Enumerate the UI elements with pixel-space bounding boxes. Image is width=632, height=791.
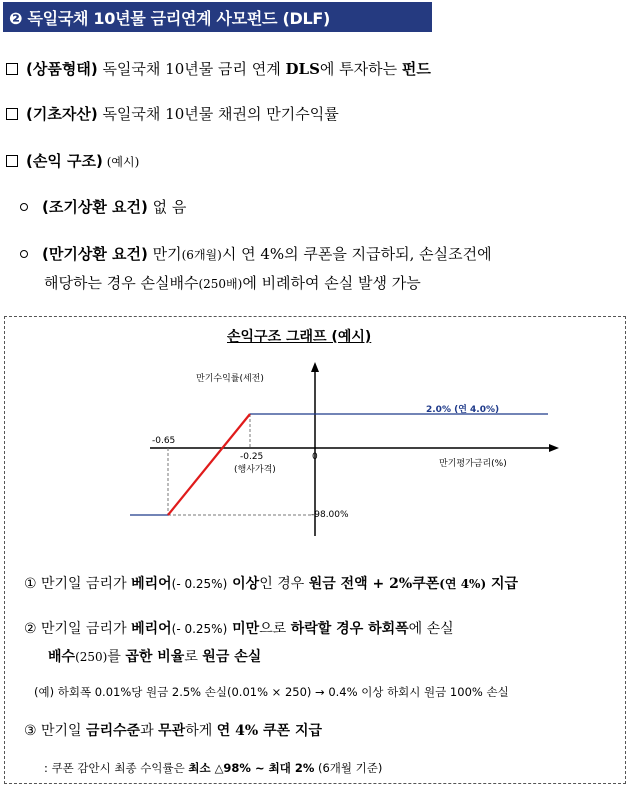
sub-text: 에 비례하여 손실 발생 가능 — [242, 274, 421, 292]
point-1 — [24, 573, 518, 593]
point-text-bold: 베리어 — [131, 576, 172, 592]
point-number: ① — [24, 576, 37, 592]
bullet-text-bold: 펀드 — [401, 60, 431, 78]
footnote-text-bold: 최소 △98% ~ 최대 2% — [188, 761, 315, 775]
section-title: ❷ 독일국채 10년물 금리연계 사모펀드 (DLF) — [9, 8, 330, 28]
bullet-text: 에 투자하는 — [319, 60, 402, 78]
point-2-cont — [48, 646, 261, 666]
bullet-text: (예시) — [102, 155, 140, 169]
point-text: 으로 — [259, 621, 291, 637]
y-axis-label: 만기수익률(세전) — [196, 374, 264, 384]
point-text: 하게 — [185, 723, 217, 739]
sub-text: (250배) — [198, 277, 243, 291]
sub-text: (6개월) — [181, 248, 222, 262]
x-axis-label: 만기평가금리(%) — [439, 459, 507, 469]
point-3 — [24, 720, 322, 740]
point-text: 로 — [184, 649, 203, 665]
point-text: 인 경우 — [259, 576, 309, 592]
point-text-bold: 곱한 비율 — [125, 649, 185, 665]
point-text-bold: 베리어 — [131, 621, 172, 637]
point-text: 를 — [107, 649, 126, 665]
x-tick-strike-label: (행사가격) — [234, 465, 276, 475]
sub-text: 해당하는 경우 손실배수 — [44, 274, 199, 292]
sub-label: (조기상환 요건) — [42, 198, 148, 216]
floor-label: -98.00% — [311, 510, 349, 520]
point-text-bold: 연 4% 쿠폰 지급 — [216, 723, 322, 739]
point-text-bold: 원금 전액 + 2%쿠폰 — [308, 576, 440, 592]
bullet-text: 독일국채 10년물 금리 연계 — [97, 60, 286, 78]
sub-text: 시 연 4%의 쿠폰을 지급하되, 손실조건에 — [221, 245, 492, 263]
point-text-bold: 배수 — [48, 649, 76, 665]
point-number: ③ — [24, 723, 37, 739]
point-text: (- 0.25%) — [171, 622, 228, 636]
sub-text: 만기 — [147, 245, 182, 263]
footnote — [44, 760, 382, 776]
x-axis-arrow-icon — [549, 444, 559, 452]
point-text: (- 0.25%) — [171, 577, 228, 591]
x-tick-barrier-b: -0.25 — [240, 452, 264, 462]
example-note: (예) 하회폭 0.01%당 원금 2.5% 손실(0.01% × 250) → 0.4% 이상 하회시 원금 100% 손실 — [34, 685, 509, 699]
bullet-label: (손익 구조) — [26, 152, 103, 170]
cap-label: 2.0% (연 4.0%) — [426, 405, 500, 415]
x-tick-barrier-a: -0.65 — [152, 436, 176, 446]
point-text-bold: 금리수준 — [86, 723, 141, 739]
point-text-bold: 지급 — [486, 576, 519, 592]
graph-title: 손익구조 그래프 (예시) — [227, 329, 372, 345]
point-text: (250) — [75, 650, 108, 664]
bullet-text-bold: DLS — [285, 60, 320, 78]
point-text-bold: (연 4%) — [439, 577, 487, 591]
point-text-bold: 하락할 경우 하회폭 — [290, 621, 409, 637]
point-text: 만기일 — [36, 723, 87, 739]
point-text-bold: 무관 — [158, 723, 186, 739]
bullet-text: 독일국채 10년물 채권의 만기수익률 — [97, 105, 339, 123]
point-text-bold: 원금 손실 — [202, 649, 262, 665]
point-text-bold: 이상 — [227, 576, 260, 592]
sub-label: (만기상환 요건) — [42, 245, 148, 263]
sub-text: 없 음 — [147, 198, 187, 216]
point-text: 만기일 금리가 — [36, 576, 132, 592]
bullet-label: (상품형태) — [26, 60, 98, 78]
x-tick-zero: 0 — [312, 452, 318, 462]
point-text-bold: 미만 — [227, 621, 260, 637]
payoff-line — [130, 414, 250, 515]
point-text: 에 손실 — [408, 621, 454, 637]
y-axis-arrow-icon — [311, 362, 319, 372]
point-number: ② — [24, 621, 37, 637]
footnote-text: (6개월 기준) — [314, 761, 383, 775]
bullet-label: (기초자산) — [26, 105, 98, 123]
point-text: 만기일 금리가 — [36, 621, 132, 637]
point-text: 과 — [140, 723, 159, 739]
footnote-text: : 쿠폰 감안시 최종 수익률은 — [44, 761, 189, 775]
point-2 — [24, 618, 454, 638]
